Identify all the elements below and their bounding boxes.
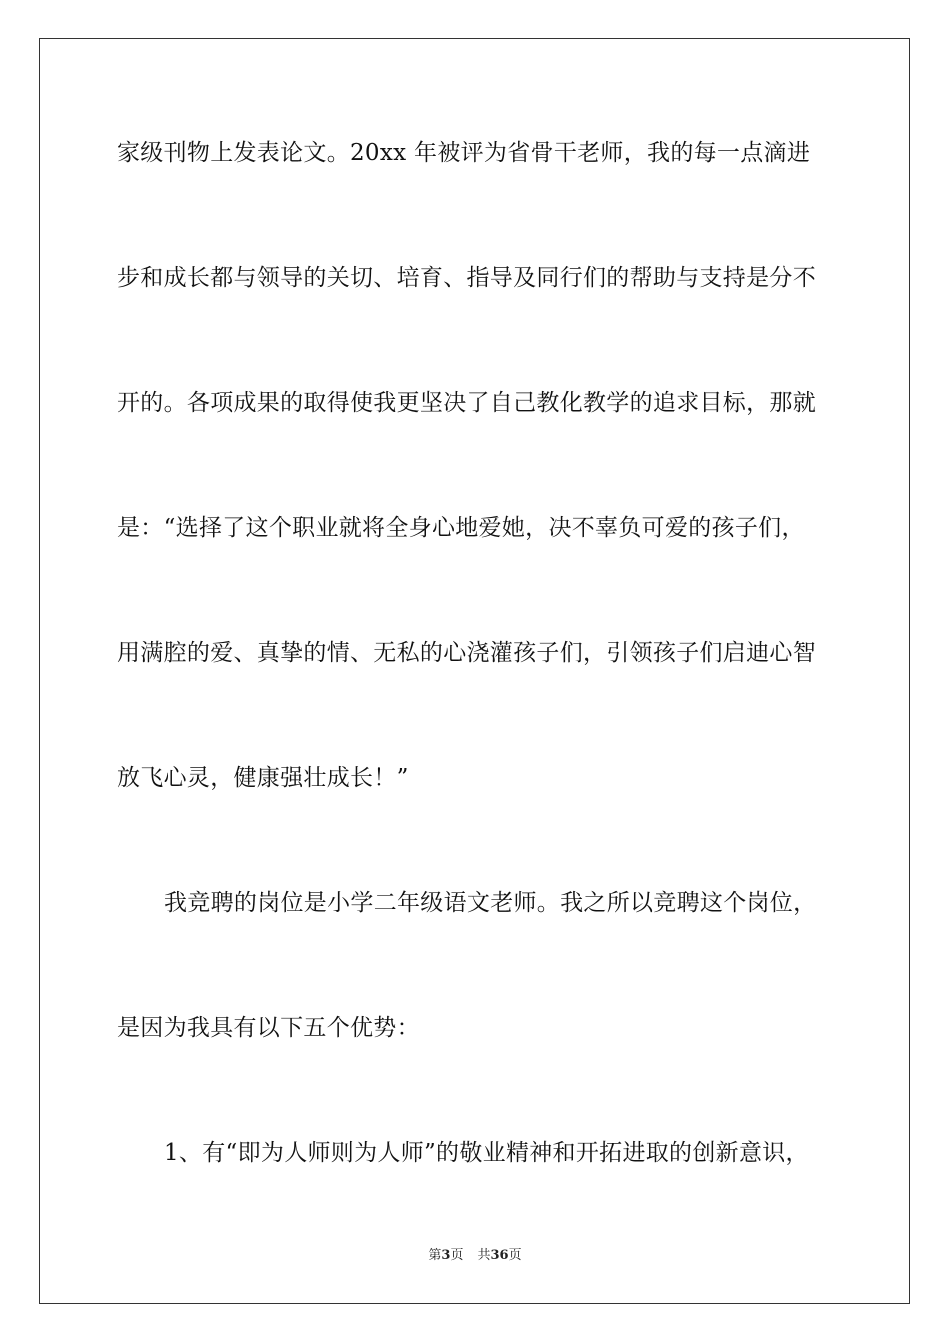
text-line: 开的。各项成果的取得使我更坚决了自己教化教学的追求目标，那就 — [117, 390, 816, 416]
page-footer — [0, 1247, 950, 1265]
text-line: 是：“选择了这个职业就将全身心地爱她，决不辜负可爱的孩子们， — [117, 515, 805, 541]
page-prefix: 第 — [428, 1248, 442, 1263]
text-line: 家级刊物上发表论文。20xx 年被评为省骨干老师，我的每一点滴进 — [117, 140, 811, 166]
page-number: 3 — [441, 1248, 451, 1263]
text-line: 是因为我具有以下五个优势： — [117, 1015, 420, 1041]
text-line: 放飞心灵，健康强壮成长！” — [117, 765, 409, 791]
total-prefix: 共 — [477, 1248, 491, 1263]
text-line: 用满腔的爱、真挚的情、无私的心浇灌孩子们，引领孩子们启迪心智 — [117, 640, 816, 666]
page-border — [39, 38, 910, 1304]
total-pages: 36 — [490, 1248, 509, 1263]
total-suffix: 页 — [508, 1248, 522, 1263]
page-suffix: 页 — [450, 1248, 464, 1263]
paragraph-start-line: 我竞聘的岗位是小学二年级语文老师。我之所以竞聘这个岗位， — [164, 890, 817, 916]
text-line: 步和成长都与领导的关切、培育、指导及同行们的帮助与支持是分不 — [117, 265, 816, 291]
list-item-line: 1、有“即为人师则为人师”的敬业精神和开拓进取的创新意识， — [164, 1140, 809, 1166]
